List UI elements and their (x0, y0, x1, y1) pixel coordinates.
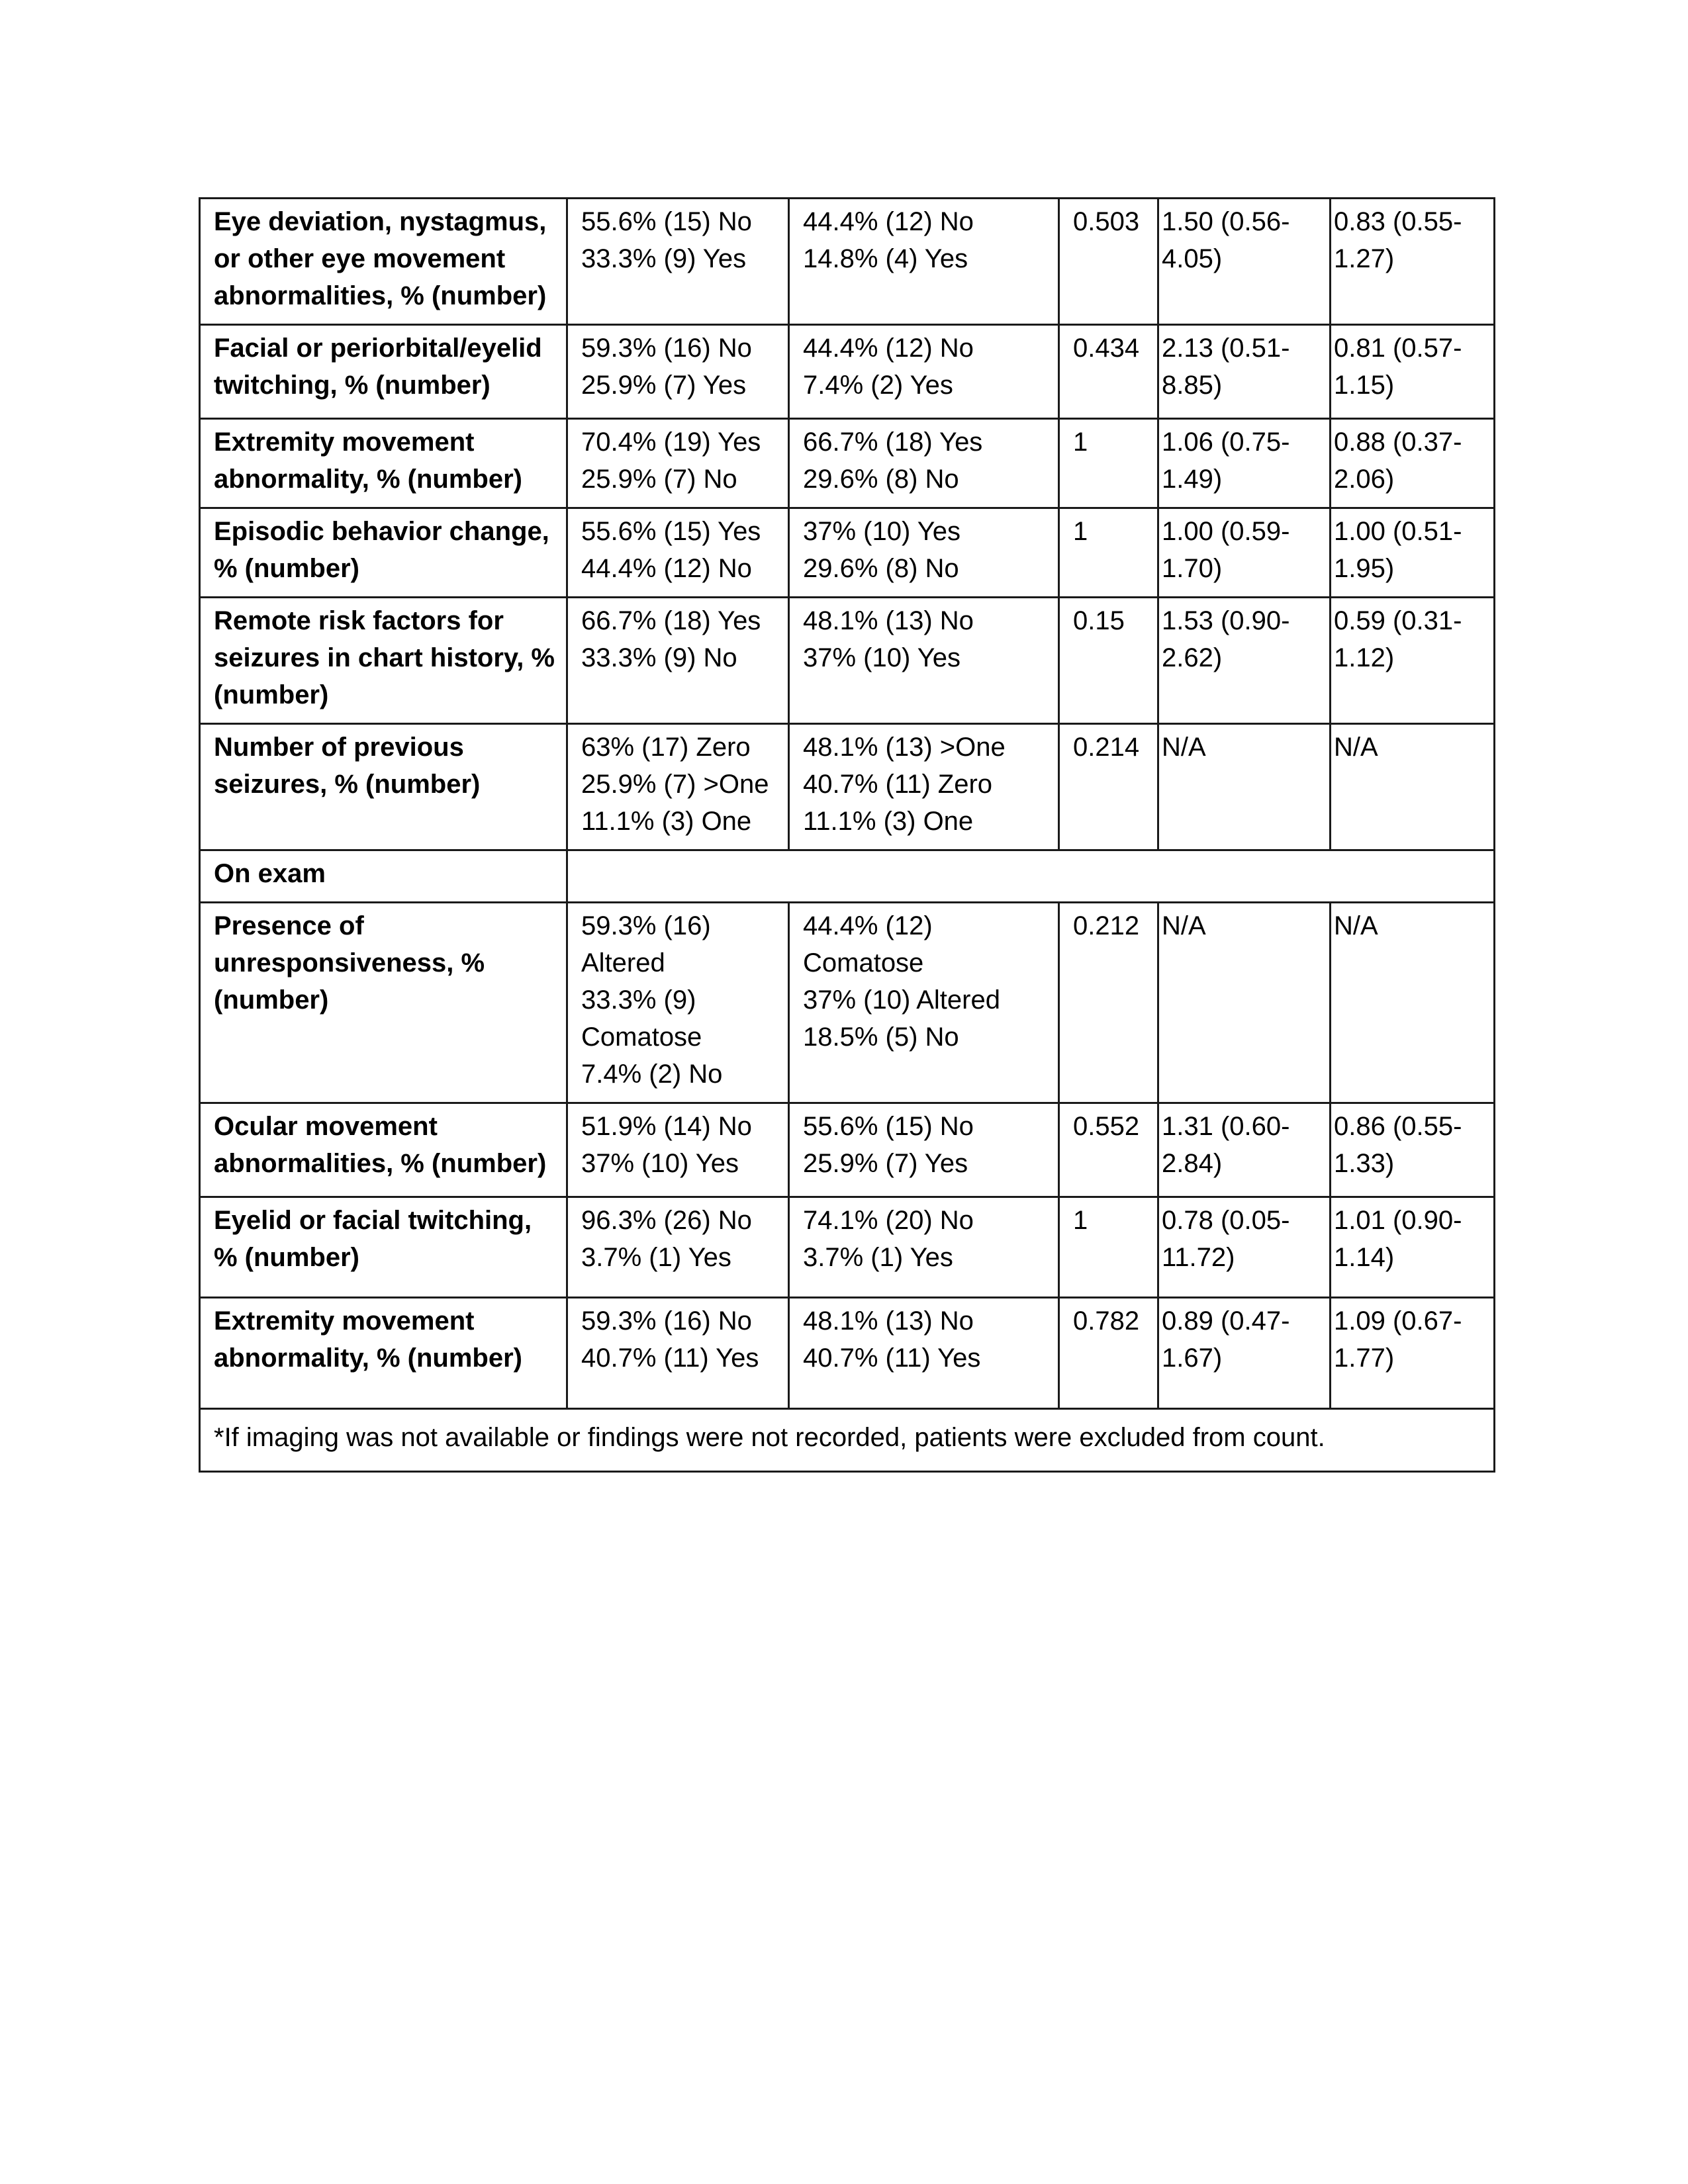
row-label: Eye deviation, nystagmus, or other eye movement abnormalities, % (number) (200, 199, 567, 325)
row-label: Extremity movement abnormality, % (number) (200, 1298, 567, 1409)
group2-values-line: 48.1% (13) No (803, 1306, 974, 1336)
group2-values-line: 48.1% (13) No (803, 606, 974, 635)
group2-values (789, 325, 1059, 419)
results-table (199, 197, 1495, 1473)
group1-values-line: 59.3% (16) No (581, 1306, 752, 1336)
table-row (200, 419, 1495, 508)
p-value: 0.214 (1059, 724, 1158, 850)
group2-values-line: 44.4% (12) No (803, 334, 974, 363)
odds-ratio-2: 0.81 (0.57-1.15) (1331, 325, 1495, 419)
odds-ratio-1: N/A (1158, 903, 1331, 1103)
odds-ratio-1: 1.53 (0.90-2.62) (1158, 598, 1331, 724)
group1-values-line: 25.9% (7) Yes (581, 371, 747, 400)
group2-values-line: 37% (10) Yes (803, 517, 961, 546)
odds-ratio-2: 0.59 (0.31-1.12) (1331, 598, 1495, 724)
group1-values-line: 25.9% (7) >One (581, 770, 769, 799)
group1-values (567, 325, 789, 419)
group1-values-line: 37% (10) Yes (581, 1149, 739, 1178)
odds-ratio-2: 1.00 (0.51-1.95) (1331, 508, 1495, 598)
group2-values-line: 11.1% (3) One (803, 807, 974, 836)
group2-values-line: 44.4% (12) No (803, 207, 974, 236)
document-page (199, 197, 1493, 1473)
p-value: 0.782 (1059, 1298, 1158, 1409)
odds-ratio-1: 0.89 (0.47-1.67) (1158, 1298, 1331, 1409)
odds-ratio-2: 0.83 (0.55-1.27) (1331, 199, 1495, 325)
group2-values (789, 903, 1059, 1103)
group1-values (567, 199, 789, 325)
group1-values-line: 25.9% (7) No (581, 465, 737, 494)
odds-ratio-1: 1.06 (0.75-1.49) (1158, 419, 1331, 508)
odds-ratio-1: 0.78 (0.05-11.72) (1158, 1197, 1331, 1298)
group1-values-line: 66.7% (18) Yes (581, 606, 761, 635)
group1-values-line: 51.9% (14) No (581, 1112, 752, 1141)
group2-values-line: 40.7% (11) Zero (803, 770, 993, 799)
p-value: 0.503 (1059, 199, 1158, 325)
p-value: 0.434 (1059, 325, 1158, 419)
group1-values-line: 44.4% (12) No (581, 554, 752, 583)
table-row (200, 1103, 1495, 1197)
section-empty-cell (567, 850, 1495, 903)
odds-ratio-2: N/A (1331, 903, 1495, 1103)
row-label: Number of previous seizures, % (number) (200, 724, 567, 850)
table-row (200, 1197, 1495, 1298)
group1-values (567, 1298, 789, 1409)
group1-values (567, 1103, 789, 1197)
group2-values (789, 1298, 1059, 1409)
group2-values-line: 66.7% (18) Yes (803, 428, 983, 457)
footnote: *If imaging was not available or findings were not recorded, patients were excluded from count. (200, 1409, 1495, 1472)
odds-ratio-2: N/A (1331, 724, 1495, 850)
odds-ratio-2: 1.01 (0.90-1.14) (1331, 1197, 1495, 1298)
odds-ratio-2: 1.09 (0.67-1.77) (1331, 1298, 1495, 1409)
group2-values-line: 29.6% (8) No (803, 554, 959, 583)
row-label: Extremity movement abnormality, % (number) (200, 419, 567, 508)
group1-values-line: Comatose (581, 1023, 702, 1052)
table-body (200, 199, 1495, 1472)
group2-values (789, 598, 1059, 724)
p-value: 1 (1059, 419, 1158, 508)
group1-values (567, 419, 789, 508)
table-row (200, 1298, 1495, 1409)
group1-values-line: 40.7% (11) Yes (581, 1343, 759, 1373)
footnote-row (200, 1409, 1495, 1472)
group1-values-line: 59.3% (16) (581, 911, 711, 940)
group1-values (567, 508, 789, 598)
group1-values (567, 1197, 789, 1298)
group1-values (567, 598, 789, 724)
section-heading: On exam (200, 850, 567, 903)
table-row (200, 508, 1495, 598)
group2-values-line: 14.8% (4) Yes (803, 244, 968, 273)
group1-values-line: 3.7% (1) Yes (581, 1243, 731, 1272)
group2-values-line: 7.4% (2) Yes (803, 371, 953, 400)
group2-values-line: 29.6% (8) No (803, 465, 959, 494)
group2-values (789, 199, 1059, 325)
group1-values-line: 11.1% (3) One (581, 807, 752, 836)
group2-values (789, 724, 1059, 850)
group1-values (567, 903, 789, 1103)
group2-values-line: 25.9% (7) Yes (803, 1149, 968, 1178)
group1-values (567, 724, 789, 850)
group1-values-line: 55.6% (15) No (581, 207, 752, 236)
group2-values-line: 74.1% (20) No (803, 1206, 974, 1235)
table-row (200, 325, 1495, 419)
table-row (200, 903, 1495, 1103)
group2-values-line: 48.1% (13) >One (803, 733, 1006, 762)
p-value: 1 (1059, 1197, 1158, 1298)
odds-ratio-1: 2.13 (0.51-8.85) (1158, 325, 1331, 419)
group1-values-line: 63% (17) Zero (581, 733, 751, 762)
group1-values-line: 33.3% (9) Yes (581, 244, 747, 273)
p-value: 1 (1059, 508, 1158, 598)
odds-ratio-1: 1.00 (0.59-1.70) (1158, 508, 1331, 598)
group1-values-line: 7.4% (2) No (581, 1060, 723, 1089)
odds-ratio-1: N/A (1158, 724, 1331, 850)
group2-values-line: 37% (10) Yes (803, 643, 961, 672)
odds-ratio-1: 1.31 (0.60-2.84) (1158, 1103, 1331, 1197)
group2-values-line: 37% (10) Altered (803, 985, 1000, 1015)
p-value: 0.552 (1059, 1103, 1158, 1197)
group2-values-line: 3.7% (1) Yes (803, 1243, 953, 1272)
group1-values-line: 70.4% (19) Yes (581, 428, 761, 457)
row-label: Presence of unresponsiveness, % (number) (200, 903, 567, 1103)
group2-values (789, 1197, 1059, 1298)
row-label: Facial or periorbital/eyelid twitching, % (number) (200, 325, 567, 419)
row-label: Remote risk factors for seizures in chart history, % (number) (200, 598, 567, 724)
odds-ratio-2: 0.88 (0.37-2.06) (1331, 419, 1495, 508)
p-value: 0.15 (1059, 598, 1158, 724)
table-row (200, 199, 1495, 325)
group2-values (789, 508, 1059, 598)
row-label: Ocular movement abnormalities, % (number) (200, 1103, 567, 1197)
group2-values-line: 44.4% (12) (803, 911, 933, 940)
odds-ratio-2: 0.86 (0.55-1.33) (1331, 1103, 1495, 1197)
group2-values-line: Comatose (803, 948, 924, 978)
row-label: Episodic behavior change, % (number) (200, 508, 567, 598)
group1-values-line: 33.3% (9) (581, 985, 696, 1015)
group1-values-line: Altered (581, 948, 665, 978)
group2-values-line: 18.5% (5) No (803, 1023, 959, 1052)
group2-values (789, 1103, 1059, 1197)
table-row (200, 724, 1495, 850)
group1-values-line: 33.3% (9) No (581, 643, 737, 672)
group1-values-line: 59.3% (16) No (581, 334, 752, 363)
section-row (200, 850, 1495, 903)
group2-values-line: 40.7% (11) Yes (803, 1343, 981, 1373)
group2-values-line: 55.6% (15) No (803, 1112, 974, 1141)
group1-values-line: 96.3% (26) No (581, 1206, 752, 1235)
group2-values (789, 419, 1059, 508)
odds-ratio-1: 1.50 (0.56-4.05) (1158, 199, 1331, 325)
row-label: Eyelid or facial twitching, % (number) (200, 1197, 567, 1298)
group1-values-line: 55.6% (15) Yes (581, 517, 761, 546)
p-value: 0.212 (1059, 903, 1158, 1103)
table-row (200, 598, 1495, 724)
